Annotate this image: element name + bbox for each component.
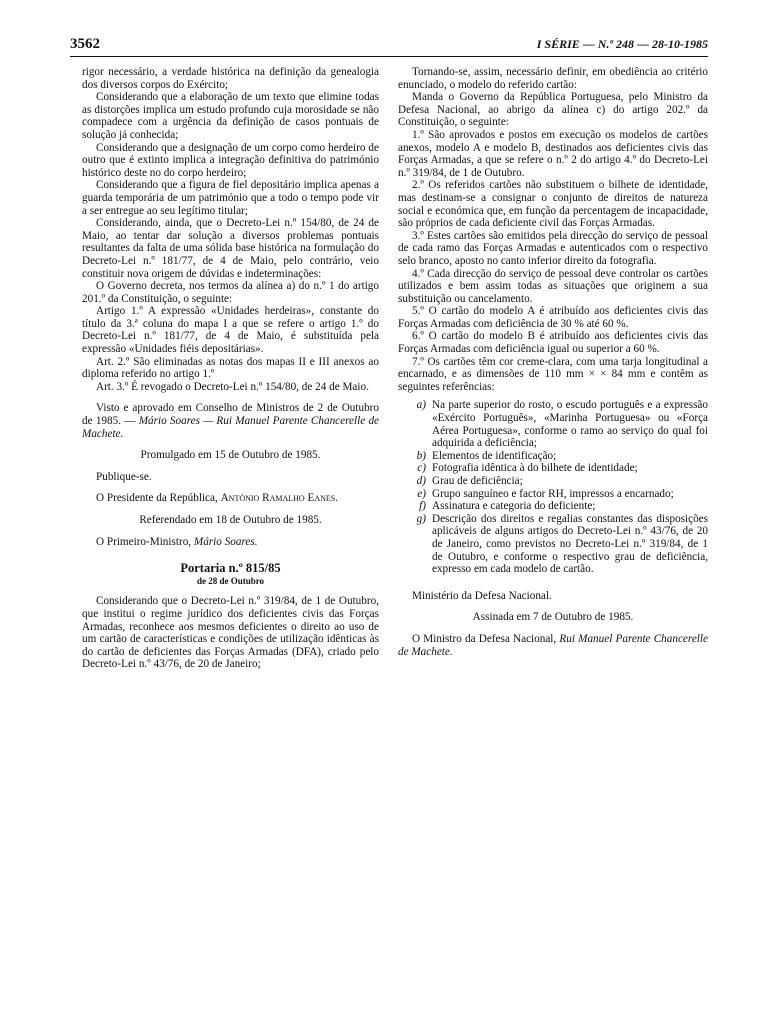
list-item <box>398 500 708 513</box>
president-title: O Presidente da República, <box>96 492 221 505</box>
president-name: António Ramalho Eanes. <box>220 492 339 505</box>
article-3: Art. 3.º É revogado o Decreto-Lei n.º 154/80, de 24 de Maio. <box>96 380 369 393</box>
publication-order: Publique-se. <box>96 470 152 483</box>
paragraph: Considerando que o Decreto-Lei n.º 319/84, de 1 de Outubro, que institui o regime jurídico dos deficientes civis das Forças Armadas, reconhece aos mesmos deficientes o direito ao uso de um cartão de características e condições de utilização idênticas às do cartão de deficientes das Forças Armadas (DFA), criado pelo Decreto-Lei n.º 43/76, de 20 de Janeiro; <box>82 595 379 671</box>
list-item-text: Grau de deficiência; <box>432 475 523 487</box>
left-column <box>82 66 379 671</box>
page-number: 3562 <box>70 36 100 52</box>
paragraph: rigor necessário, a verdade histórica na definição da genealogia dos diversos corpos do Exército; <box>82 66 379 91</box>
portaria-title: Portaria n.º 815/85 <box>180 561 281 576</box>
paragraph: Tornando-se, assim, necessário definir, em obediência ao critério enunciado, o modelo do referido cartão: <box>398 66 708 91</box>
ministry-name: Ministério da Defesa Nacional. <box>412 589 552 602</box>
clause-3: 3.º Estes cartões são emitidos pela direcção do serviço de pessoal de cada ramo das Forças Armadas e autenticados com o respectivo selo branco, aposto no canto inferior direito da fotografia. <box>398 229 708 267</box>
list-item-label: b) <box>416 449 426 462</box>
signing-date: Assinada em 7 de Outubro de 1985. <box>472 611 634 624</box>
list-item-label: a) <box>416 399 426 412</box>
list-item-text: Na parte superior do rosto, o escudo português e a expressão «Exército Português», «Marinha Portuguesa» ou «Força Aérea Portuguesa», conforme o ramo ao serviço do qual foi adquirida a deficiência; <box>432 399 708 450</box>
list-item-text: Fotografia idêntica à do bilhete de identidade; <box>432 462 638 475</box>
clause-6: 6.º O cartão do modelo B é atribuído aos deficientes civis das Forças Armadas com deficiência igual ou superior a 60 %. <box>398 330 708 356</box>
list-item <box>398 488 708 501</box>
series-issue-date: I SÉRIE — N.º 248 — 28-10-1985 <box>536 37 708 51</box>
list-item-label: e) <box>417 487 426 500</box>
paragraph: Considerando que a elaboração de um texto que elimine todas as distorções implica um estudo profundo cuja morosidade se não compadece com a urgência da definição de casos pontuais de solução já conhecida; <box>82 91 379 141</box>
minister-name: Rui Manuel Parente Chancerelle de Machete. <box>398 632 708 658</box>
portaria-date: de 28 de Outubro <box>196 575 265 586</box>
list-item <box>398 450 708 463</box>
clause-1: 1.º São aprovados e postos em execução os modelos de cartões anexos, modelo A e modelo B, destinados aos deficientes civis das Forças Armadas, a que se refere o n.º 2 do artigo 4.º do Decreto-Lei n.º 319/84, de 1 de Outubro. <box>398 128 708 179</box>
approval-signatories: Mário Soares — Rui Manuel Parente Chancerelle de Machete. <box>82 415 380 440</box>
referendum-date: Referendado em 18 de Outubro de 1985. <box>139 514 322 526</box>
list-item <box>398 462 708 475</box>
paragraph: Considerando que a figura de fiel depositário implica apenas a guarda temporária de um património que a todo o tempo pode vir a ser entregue ao seu legítimo titular; <box>82 179 379 217</box>
approval-statement <box>82 402 379 440</box>
prime-minister-signature <box>82 536 379 549</box>
clause-2: 2.º Os referidos cartões não substituem o bilhete de identidade, mas destinam-se a consignar o conjunto de direitos de natureza social e económica que, em função da percentagem de incapacidade, são próprios de cada deficiente civil das Forças Armadas. <box>398 179 708 230</box>
prime-minister-title: O Primeiro-Ministro, <box>96 535 194 548</box>
clause-5: 5.º O cartão do modelo A é atribuído aos deficientes civis das Forças Armadas com deficiência de 30 % até 60 %. <box>398 305 708 330</box>
list-item-label: g) <box>416 512 426 525</box>
card-references-list <box>398 399 708 575</box>
list-item-text: Assinatura e categoria do deficiente; <box>432 500 596 513</box>
list-item-label: d) <box>416 475 426 487</box>
list-item-text: Elementos de identificação; <box>432 449 557 462</box>
page-header <box>70 36 708 57</box>
list-item-label: f) <box>419 500 426 513</box>
right-column <box>398 66 708 658</box>
list-item <box>398 399 708 449</box>
list-item-label: c) <box>417 462 426 475</box>
promulgation: Promulgado em 15 de Outubro de 1985. <box>140 449 321 462</box>
paragraph: Considerando que a designação de um corpo como herdeiro de outro que é extinto implica a integração definitiva do património histórico deste no do corpo herdeiro; <box>82 141 379 179</box>
list-item-text: Grupo sanguíneo e factor RH, impressos a encarnado; <box>432 487 674 500</box>
paragraph: Considerando, ainda, que o Decreto-Lei n.º 154/80, de 24 de Maio, ao tentar dar solução a diversos problemas pontuais resultantes da falta de uma sólida base histórica na formulação do Decreto-Lei n.º 181/77, de 4 de Maio, pelo contrário, veio constituir nova origem de dúvidas e indeterminações: <box>82 217 379 280</box>
minister-signature <box>398 633 708 658</box>
list-item <box>398 513 708 576</box>
article-2: Art. 2.º São eliminadas as notas dos mapas II e III anexos ao diploma referido no artigo 1.º <box>82 355 379 381</box>
article-1: Artigo 1.º A expressão «Unidades herdeiras», constante do título da 3.ª coluna do mapa I a que se refere o artigo 1.º do Decreto-Lei n.º 181/77, de 4 de Maio, é substituída pela expressão «Unidades fiéis depositárias». <box>82 305 379 356</box>
approval-text: Visto e aprovado em Conselho de Ministros de 2 de Outubro de 1985. — <box>82 402 379 428</box>
prime-minister-name: Mário Soares. <box>193 535 258 548</box>
paragraph: O Governo decreta, nos termos da alínea a) do n.º 1 do artigo 201.º da Constituição, o seguinte: <box>82 280 379 305</box>
president-signature <box>82 492 379 505</box>
paragraph: Manda o Governo da República Portuguesa, pelo Ministro da Defesa Nacional, ao abrigo da alínea c) do artigo 202.º da Constituição, o seguinte: <box>398 91 708 129</box>
list-item <box>398 475 708 488</box>
clause-4: 4.º Cada direcção do serviço de pessoal deve controlar os cartões utilizados e bem assim todas as situações que originem a sua substituição ou cancelamento. <box>398 267 708 305</box>
minister-title: O Ministro da Defesa Nacional, <box>412 632 560 645</box>
clause-7: 7.º Os cartões têm cor creme-clara, com uma tarja longitudinal a encarnado, e as dimensões de 110 mm × × 84 mm e contêm as seguintes referências: <box>398 355 708 393</box>
list-item-text: Descrição dos direitos e regalias constantes das disposições aplicáveis de alguns artigos do Decreto-Lei n.º 43/76, de 20 de Janeiro, como previstos no Decreto-Lei n.º 319/84, de 1 de Outubro, e conforme o respectivo grau de deficiência, expresso em cada modelo de cartão. <box>432 512 708 576</box>
